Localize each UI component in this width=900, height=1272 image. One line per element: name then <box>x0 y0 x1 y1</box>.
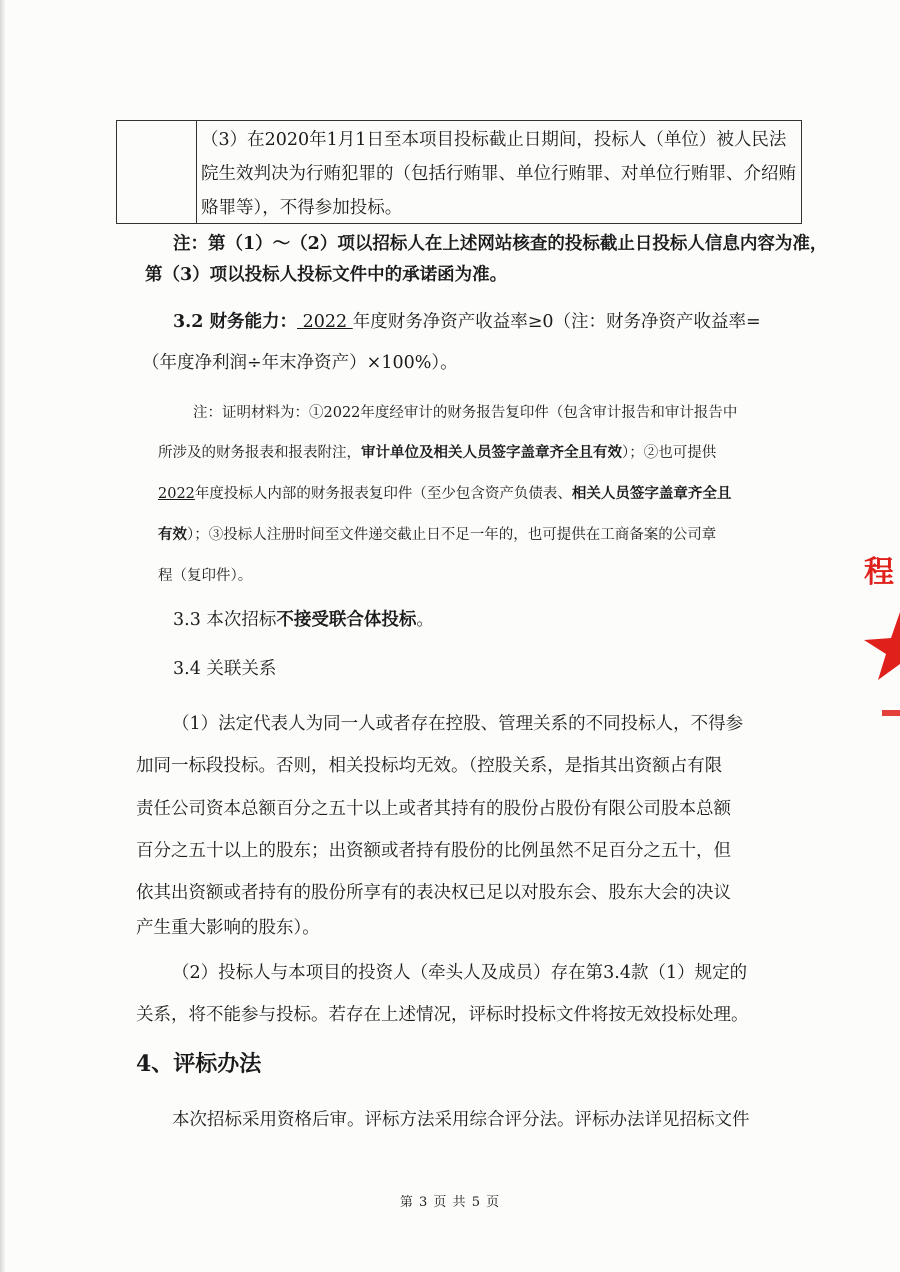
p1-line2: 加同一标段投标。否则，相关投标均无效。（控股关系，是指其出资额占有限 <box>136 756 723 776</box>
p1-line6: 产生重大影响的股东）。 <box>136 918 320 938</box>
red-seal-stamp <box>860 548 900 738</box>
stamp-star-icon <box>864 612 900 680</box>
p1-line1: （1）法定代表人为同一人或者存在控股、管理关系的不同投标人，不得参 <box>172 714 744 734</box>
section-3-3-bold: 不接受联合体投标 <box>276 610 417 630</box>
section-3-4-title: 3.4 关联关系 <box>173 659 277 679</box>
note1-line2: 第（3）项以投标人投标文件中的承诺函为准。 <box>145 265 508 285</box>
section-3-2-prefix: 3.2 财务能力： <box>173 312 298 332</box>
note2-line3-year: 2022 <box>158 486 195 502</box>
requirements-table <box>116 120 802 224</box>
note2-line3 <box>158 477 731 511</box>
section-4-title: 4、评标办法 <box>136 1051 262 1077</box>
table-cell-bribery-clause: （3）在2020年1月1日至本项目投标截止日期间，投标人（单位）被人民法院生效判决为行贿犯罪的（包括行贿罪、单位行贿罪、对单位行贿罪、介绍贿赂罪等），不得参加投标。 <box>201 130 796 218</box>
p2-line1: （2）投标人与本项目的投资人（牵头人及成员）存在第3.4款（1）规定的 <box>172 963 748 983</box>
scan-edge-shadow <box>0 0 6 1272</box>
section-3-2-suffix: 年度财务净资产收益率≥0（注：财务净资产收益率= <box>352 312 761 332</box>
note2-line3-b: 年度投标人内部的财务报表复印件（至少包含资产负债表、 <box>194 486 572 502</box>
section-3-2-year: 2022 <box>297 312 353 332</box>
section-3-3-prefix: 3.3 本次招标 <box>173 610 277 630</box>
stamp-mark <box>882 710 900 716</box>
section-3-2 <box>173 305 761 339</box>
note2-line2-bold: 审计单位及相关人员签字盖章齐全且有效 <box>361 444 622 461</box>
table-left-column <box>117 121 197 223</box>
p1-line3: 责任公司资本总额百分之五十以上或者其持有的股份占股份有限公司股本总额 <box>136 799 731 819</box>
note2-line2 <box>158 436 716 470</box>
note2-line4-bold: 有效 <box>158 526 187 543</box>
section-3-2-line2: （年度净利润÷年末净资产）×100%）。 <box>142 353 458 373</box>
note2-line2-a: 所涉及的财务报表和报表附注， <box>158 445 361 461</box>
note2-line4 <box>158 518 716 552</box>
note2-line2-c: ）；②也可提供 <box>622 445 717 461</box>
p1-line5: 依其出资额或者持有的股份所享有的表决权已足以对股东会、股东大会的决议 <box>136 883 731 903</box>
note2-line1: 注：证明材料为：①2022年度经审计的财务报告复印件（包含审计报告和审计报告中 <box>193 405 738 421</box>
page-footer: 第 3 页 共 5 页 <box>399 1195 501 1210</box>
section-3-3-suffix: 。 <box>416 610 434 630</box>
p2-line2: 关系，将不能参与投标。若存在上述情况，评标时投标文件将按无效投标处理。 <box>136 1005 749 1025</box>
note2-line5: 程（复印件）。 <box>158 568 253 584</box>
note2-line4-b: ）；③投标人注册时间至文件递交截止日不足一年的，也可提供在工商备案的公司章 <box>187 527 717 543</box>
stamp-fragment-char: 程 <box>864 555 894 590</box>
p1-line4: 百分之五十以上的股东；出资额或者持有股份的比例虽然不足百分之五十，但 <box>136 841 731 861</box>
note1-line1: 注：第（1）～（2）项以招标人在上述网站核查的投标截止日投标人信息内容为准， <box>173 234 828 254</box>
section-3-3 <box>173 603 434 637</box>
p3-line1: 本次招标采用资格后审。评标方法采用综合评分法。评标办法详见招标文件 <box>172 1110 750 1130</box>
note2-line3-bold: 相关人员签字盖章齐全且 <box>571 485 732 502</box>
